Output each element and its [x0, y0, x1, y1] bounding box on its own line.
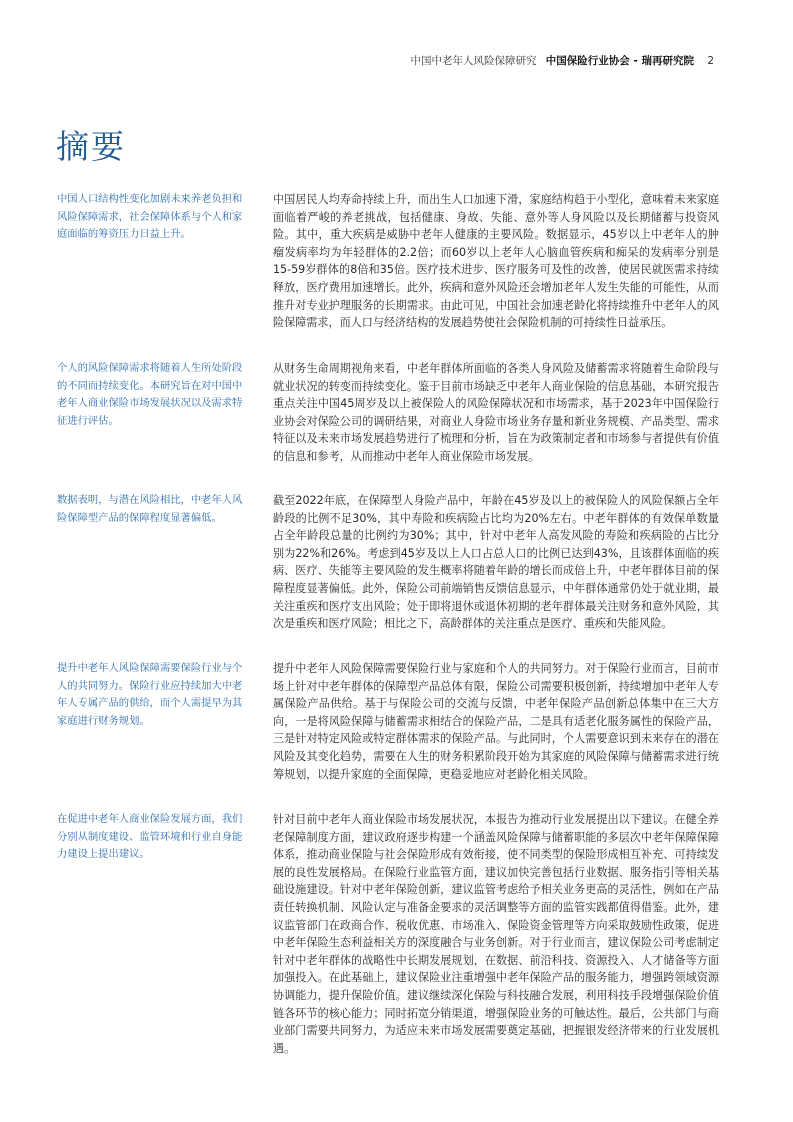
- section-body: [273, 811, 719, 1057]
- section-body: [273, 360, 719, 466]
- page-number: 2: [707, 55, 714, 67]
- sidebar-highlight: 数据表明，与潜在风险相比，中老年人风险保障型产品的保障程度显著偏低。: [57, 494, 243, 524]
- body-paragraph: 提升中老年人风险保障需要保险行业与家庭和个人的共同努力。对于保险行业而言，目前市场上针对中老年群体的保障型产品总体有限，保险公司需要积极创新，持续增加中老年人专属保险产品供给。基于与保险公司的交流与反馈，中老年保险产品创新总体集中在三大方向，一是将风险保障与储蓄需求相结合的保险产品，二是具有适老化服务属性的保险产品，三是针对特定风险或特定群体需求的保险产品。与此同时，个人需要意识到未来存在的潜在风险及其变化趋势，需要在人生的财务积累阶段开始为其家庭的风险保障与储蓄需求进行统筹规划，以提升家庭的全面保障，更稳妥地应对老龄化相关风险。: [273, 662, 719, 781]
- body-paragraph: 针对目前中老年人商业保险市场发展状况，本报告为推动行业发展提出以下建议。在健全养老保障制度方面，建议政府逐步构建一个涵盖风险保障与储蓄职能的多层次中老年保障保障体系，推动商业保险与社会保险形成有效衔接，使不同类型的保险形成相互补充、可持续发展的良性发展格局。在保险行业监管方面，建议加快完善包括行业数据、服务指引等相关基础设施建设。针对中老年保险创新，建议监管考虑给予相关业务更高的灵活性，例如在产品责任转换机制、风险认定与准备金要求的灵活调整等方面的监管实践都值得借鉴。此外，建议监管部门在政商合作、税收优惠、市场准入、保险资金管理等方向采取鼓励性政策，促进中老年保险生态利益相关方的深度融合与业务创新。对于行业而言，建议保险公司考虑制定针对中老年群体的战略性中长期发展规划，在数据、前沿科技、资源投入、人才储备等方面加强投入。在此基础上，建议保险业注重增强中老年保险产品的服务能力，增强跨领域资源协调能力，提升保险价值。建议继续深化保险与科技融合发展，利用科技手段增强保险价值链各环节的核心能力；同时拓宽分销渠道，增强保险业务的可触达性。最后，公共部门与商业部门需要共同努力，为适应未来市场发展需要奠定基础，把握银发经济带来的行业发展机遇。: [273, 813, 719, 1055]
- organization-name: 中国保险行业协会 - 瑞再研究院: [545, 55, 694, 67]
- sidebar-highlight: 在促进中老年人商业保险发展方面，我们分别从制度建设、监管环境和行业自身能力建设上提出建议。: [57, 813, 243, 861]
- section-body: [273, 492, 719, 633]
- report-name: 中国中老年人风险保障研究: [410, 55, 537, 67]
- body-paragraph: 截至2022年底，在保障型人身险产品中，年龄在45岁及以上的被保险人的风险保额占全年龄段的比例不足30%，其中寿险和疾病险占比均为20%左右。中老年群体的有效保单数量占全年龄段总量的比例约为30%；其中，针对中老年人高发风险的寿险和疾病险的占比分别为22%和26%。考虑到45岁及以上人口占总人口的比例已达到43%，且该群体面临的疾病、医疗、失能等主要风险的发生概率将随着年龄的增长而成倍上升，中老年群体目前的保障程度显著偏低。此外，保险公司前端销售反馈信息显示，中年群体通常仍处于就业期，最关注重疾和医疗支出风险；处于即将退休或退休初期的老年群体最关注财务和意外风险，其次是重疾和医疗风险；相比之下，高龄群体的关注重点是医疗、重疾和失能风险。: [273, 494, 719, 631]
- section-body: [273, 660, 719, 783]
- section-body: [273, 191, 719, 332]
- page-title: 摘要: [56, 127, 126, 166]
- running-header: [410, 53, 714, 68]
- sidebar-highlight: 个人的风险保障需求将随着人生所处阶段的不同而持续变化。本研究旨在对中国中老年人商业保险市场发展状况以及需求特征进行评估。: [57, 362, 243, 427]
- sidebar-highlight: 中国人口结构性变化加剧未来养老负担和风险保障需求，社会保障体系与个人和家庭面临的筹资压力日益上升。: [57, 193, 243, 241]
- sidebar-highlight: 提升中老年人风险保障需要保险行业与个人的共同努力。保险行业应持续加大中老年人专属产品的供给，而个人需提早为其家庭进行财务规划。: [57, 662, 243, 727]
- body-paragraph: 中国居民人均寿命持续上升，而出生人口加速下滑，家庭结构趋于小型化，意味着未来家庭面临着严峻的养老挑战，包括健康、身故、失能、意外等人身风险以及长期储蓄与投资风险。其中，重大疾病是威胁中老年人健康的主要风险。数据显示，45岁以上中老年人的肿瘤发病率均为年轻群体的2.2倍；而60岁以上老年人心脑血管疾病和痴呆的发病率分别是15-59岁群体的8倍和35倍。医疗技术进步、医疗服务可及性的改善，使居民就医需求持续释放，医疗费用加速增长。此外，疾病和意外风险还会增加老年人发生失能的可能性，从而推升对专业护理服务的长期需求。由此可见，中国社会加速老龄化将持续推升中老年人的风险保障需求，而人口与经济结构的发展趋势使社会保险机制的可持续性日益承压。: [273, 193, 719, 330]
- body-paragraph: 从财务生命周期视角来看，中老年群体所面临的各类人身风险及储蓄需求将随着生命阶段与就业状况的转变而持续变化。鉴于目前市场缺乏中老年人商业保险的信息基础，本研究报告重点关注中国45周岁及以上被保险人的风险保障状况和市场需求，基于2023年中国保险行业协会对保险公司的调研结果，对商业人身险市场业务存量和新业务规模、产品类型、需求特征以及未来市场发展趋势进行了梳理和分析，旨在为政策制定者和市场参与者提供有价值的信息和参考，从而推动中老年人商业保险市场发展。: [273, 362, 719, 463]
